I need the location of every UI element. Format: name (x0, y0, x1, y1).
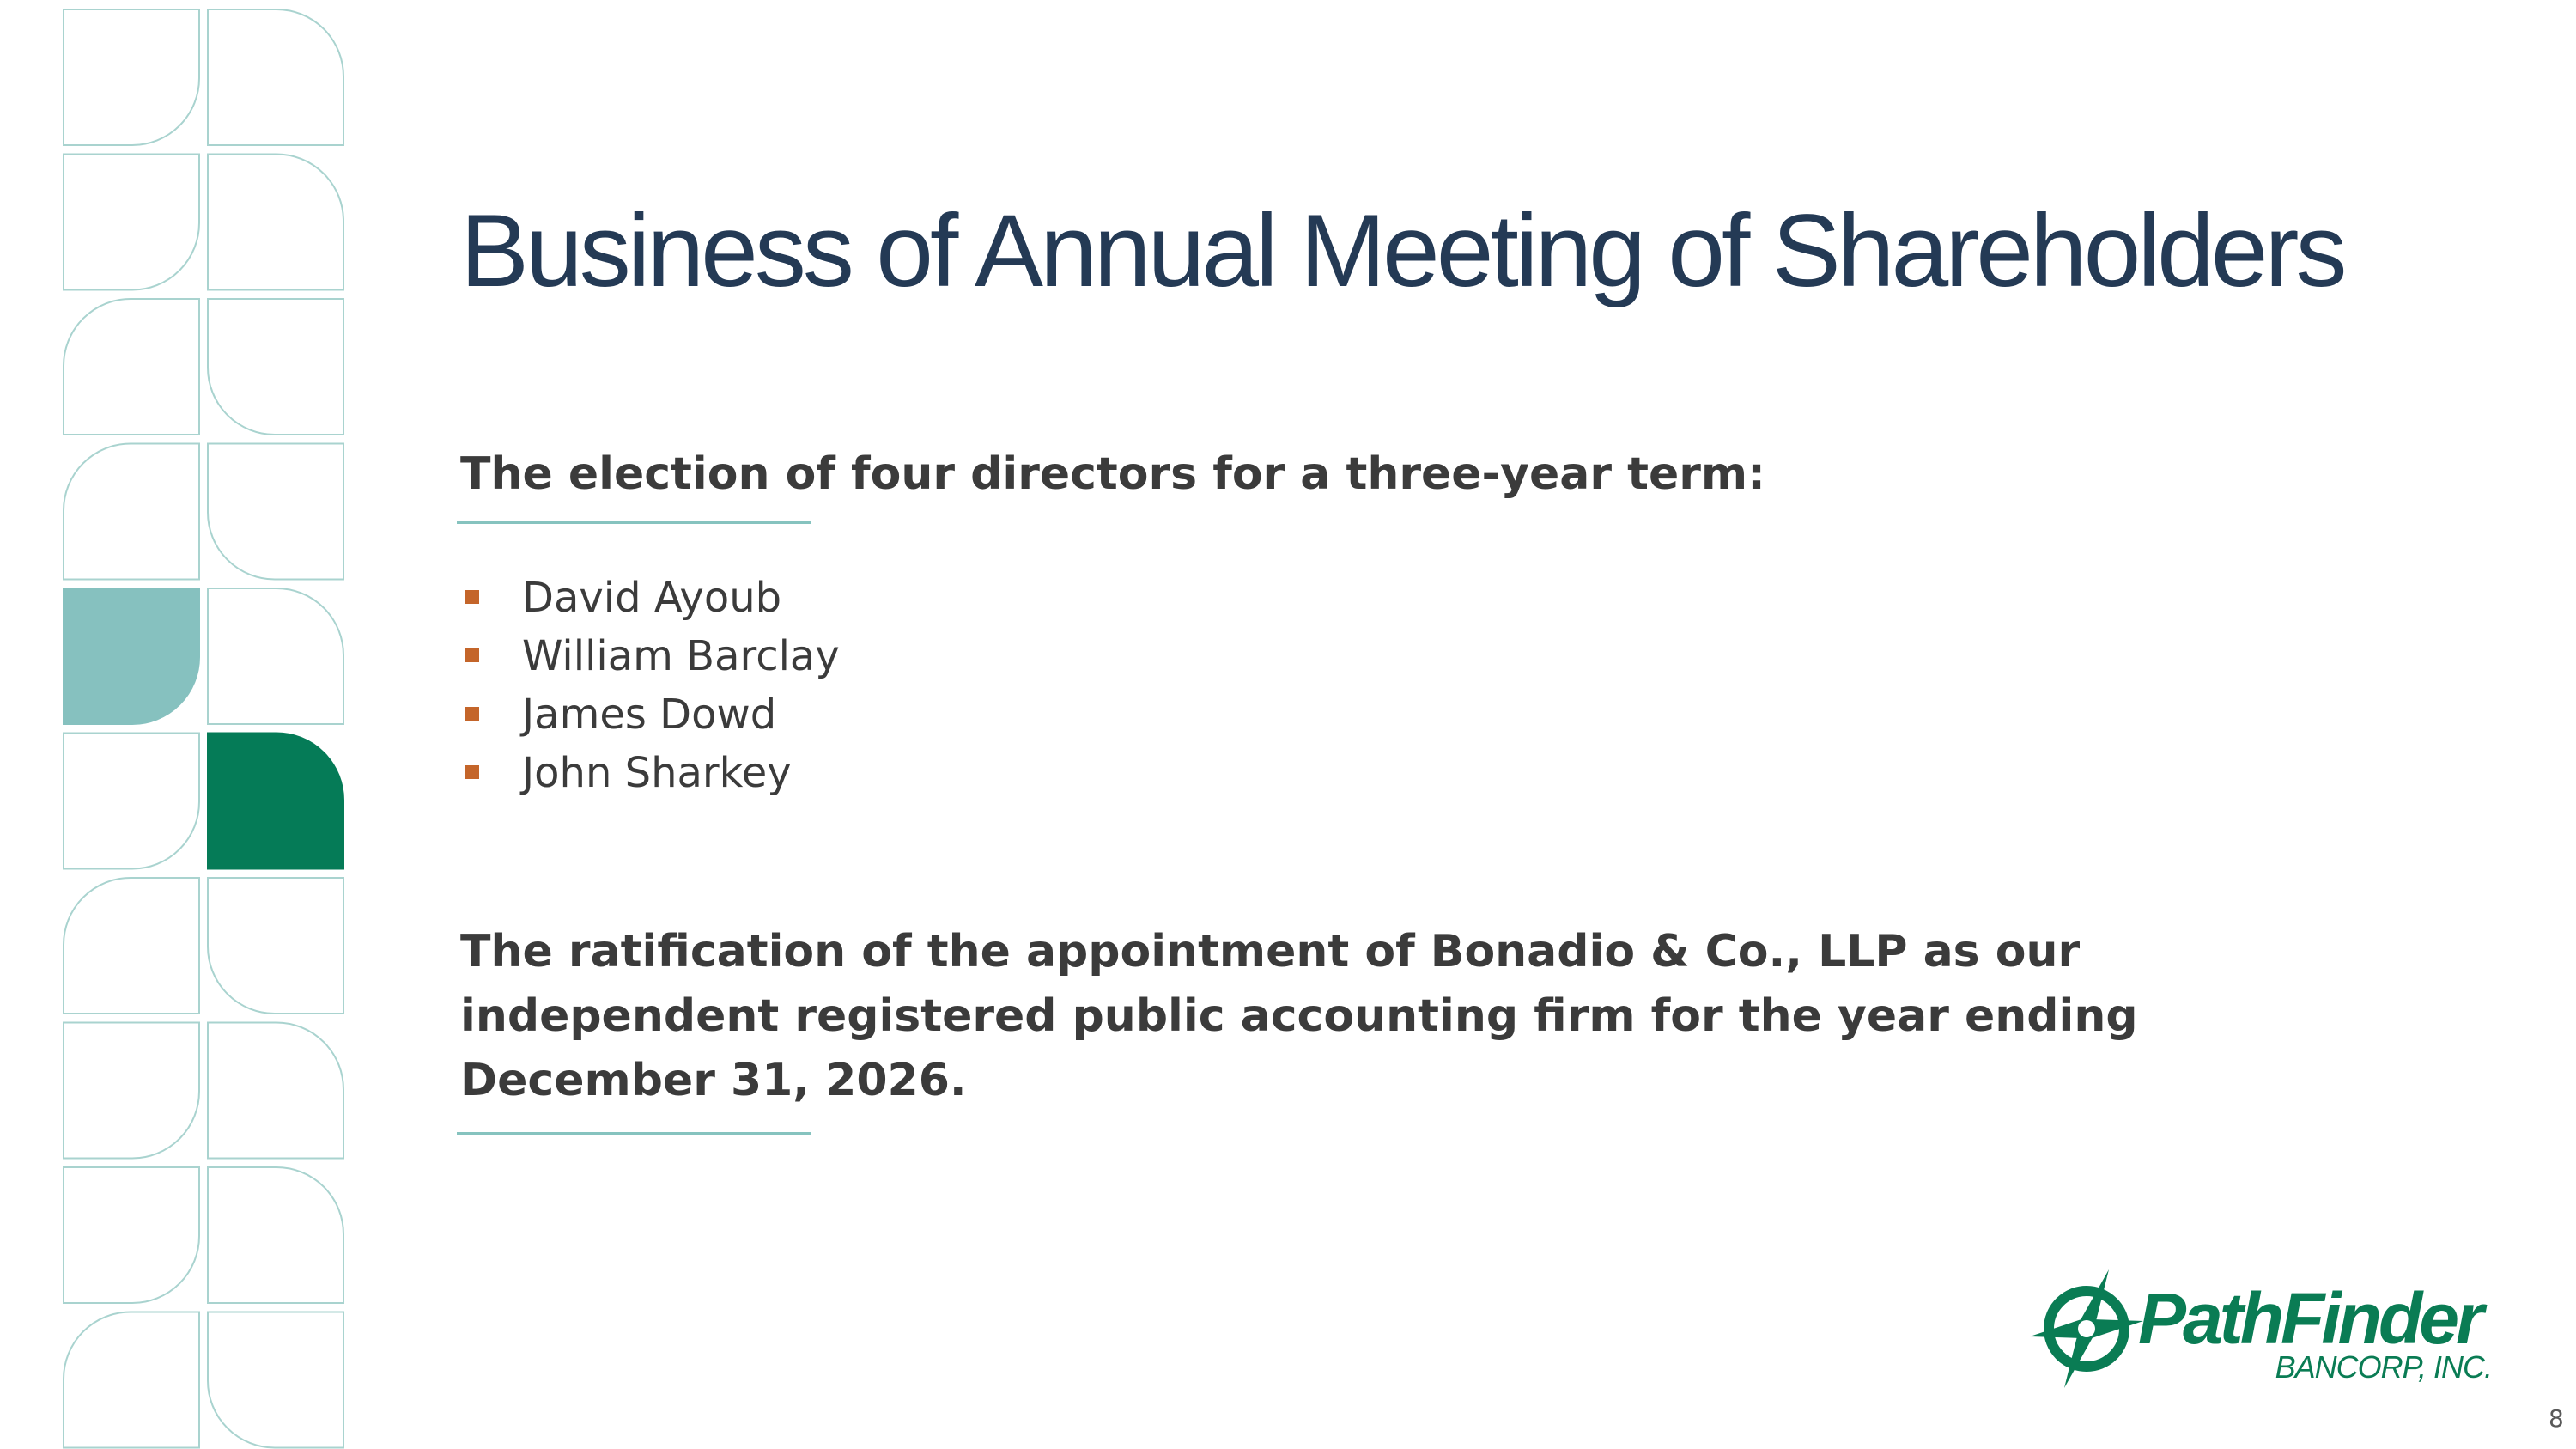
logo-subtitle: BANCORP, INC. (2275, 1349, 2492, 1385)
square-bullet-icon (465, 648, 479, 662)
decorative-tile-column (0, 0, 361, 1449)
ratification-heading: The ratification of the appointment of Bonadio & Co., LLP as our independent registered public accounting firm for the year ending December 31, 2026. (460, 926, 2138, 1106)
decorative-tile (208, 1167, 343, 1303)
decorative-tile (208, 878, 343, 1014)
decorative-tile (64, 1023, 199, 1159)
decorative-tile (64, 1312, 199, 1448)
decorative-tile (208, 444, 343, 580)
decorative-tile (64, 878, 199, 1014)
decorative-tile (208, 588, 343, 724)
decorative-tile (64, 155, 199, 290)
decorative-tile (64, 734, 199, 869)
page-number: 8 (2549, 1404, 2564, 1433)
compass-star-icon (2026, 1264, 2155, 1393)
director-name: William Barclay (522, 632, 840, 680)
logo-wordmark: PathFinder (2138, 1278, 2481, 1359)
heading-underline (457, 521, 811, 524)
square-bullet-icon (465, 765, 479, 779)
decorative-tile (208, 1312, 343, 1448)
company-logo (2026, 1264, 2524, 1393)
decorative-tile (64, 9, 199, 145)
decorative-tile (208, 1023, 343, 1159)
director-name: John Sharkey (522, 749, 792, 797)
election-heading: The election of four directors for a three-year term: (460, 448, 1765, 500)
decorative-tile (208, 9, 343, 145)
decorative-tile (208, 299, 343, 435)
slide-title: Business of Annual Meeting of Shareholders (460, 193, 2344, 308)
decorative-tile (208, 734, 343, 869)
decorative-tile (64, 299, 199, 435)
director-name: James Dowd (522, 691, 777, 739)
decorative-tile (64, 1167, 199, 1303)
heading-underline (457, 1132, 811, 1135)
square-bullet-icon (465, 590, 479, 604)
decorative-tile (64, 588, 199, 724)
decorative-tile (64, 444, 199, 580)
decorative-tile (208, 155, 343, 290)
director-name: David Ayoub (522, 574, 782, 622)
square-bullet-icon (465, 707, 479, 721)
